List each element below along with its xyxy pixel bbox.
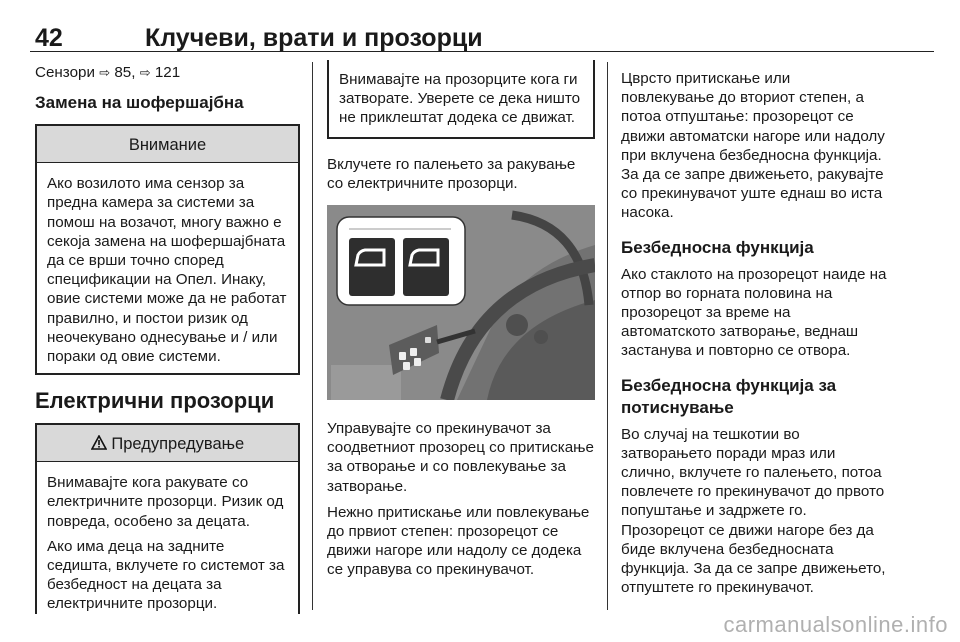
- notice-box: [35, 124, 300, 375]
- power-windows-heading: Електрични прозорци: [35, 388, 275, 414]
- warning-paragraph: Ако има деца на задните седишта, вклучете го системот за безбедност на децата за електричните прозорци.: [47, 537, 285, 613]
- warning-title: Предупредување: [37, 425, 298, 462]
- column-middle: [327, 62, 595, 580]
- warning-continued-text: Внимавајте на прозорците кога ги затворате. Уверете се дека ништо не приклештат додека се движат.: [339, 71, 581, 127]
- second-stage-instruction: Цврсто притискање или повлекување до вториот степен, а потоа отпуштање: прозорецот се движи автоматски нагоре или надолу при вклучена безбедносна функција. За да се запре движењето, ракувајте со прекинувачот уште еднаш во иста насока.: [621, 70, 885, 222]
- override-text: Во случај на тешкотии во затворањето поради мраз или слично, вклучете го палењето, потоа повлечете го прекинувачот до првото попуштање и задржете го. Прозорецот се движи нагоре без да биде вклучена безбедносната функција. За да се запре движењето, отпуштете го прекинувачот.: [621, 425, 886, 597]
- safety-heading: Безбедносна функција: [621, 237, 814, 257]
- warning-box: [35, 423, 300, 613]
- warning-box-continued: [327, 60, 595, 139]
- column-divider: [607, 62, 608, 610]
- door-panel-illustration: [327, 205, 595, 400]
- column-left: [35, 62, 298, 614]
- page-header: [30, 22, 934, 52]
- sensors-reference: Сензори ⇨ 85, ⇨ 121: [35, 64, 181, 81]
- operate-instruction: Управувајте со прекинувачот за соодветниот прозорец со притискање за отворање и со повлекување за затворање.: [327, 420, 594, 495]
- window-switch-figure: [327, 205, 595, 400]
- safety-text: Ако стаклото на прозорецот наиде на отпор во горната половина на прозорецот за време на автоматското затворање, веднаш застанува и повторно се отвора.: [621, 265, 887, 360]
- override-heading: Безбедносна функција за потиснување: [621, 375, 837, 417]
- column-right: [621, 62, 887, 597]
- ignition-instruction: Вклучете го палењето за ракување со електричните прозорци.: [327, 155, 576, 192]
- notice-title: Внимание: [37, 126, 298, 163]
- warning-paragraph: Внимавајте кога ракувате со електричните прозорци. Ризик од повреда, особено за децата.: [47, 474, 284, 530]
- chapter-title: Клучеви, врати и прозорци: [145, 24, 483, 52]
- column-divider: [312, 62, 313, 610]
- page-ref-arrow-icon: ⇨: [139, 65, 151, 80]
- windshield-heading: Замена на шофершајбна: [35, 93, 244, 113]
- watermark: carmanualsonline.info: [723, 612, 948, 637]
- notice-body: Ако возилото има сензор за предна камера за системи за помош на возачот, многу важно е секоја замена на шофершајбната да се врши точно според спецификации на Опел. Инаку, овие системи може да не работат правилно, и постои ризик од неочекувано однесување и / или пораки од овие системи.: [47, 175, 287, 366]
- page-ref-arrow-icon: ⇨: [99, 65, 111, 80]
- page-number: 42: [35, 24, 63, 52]
- warning-triangle-icon: [91, 435, 112, 453]
- first-stage-instruction: Нежно притискање или повлекување до првиот степен: прозорецот се движи нагоре или надолу се додека се управува со прекинувачот.: [327, 503, 590, 579]
